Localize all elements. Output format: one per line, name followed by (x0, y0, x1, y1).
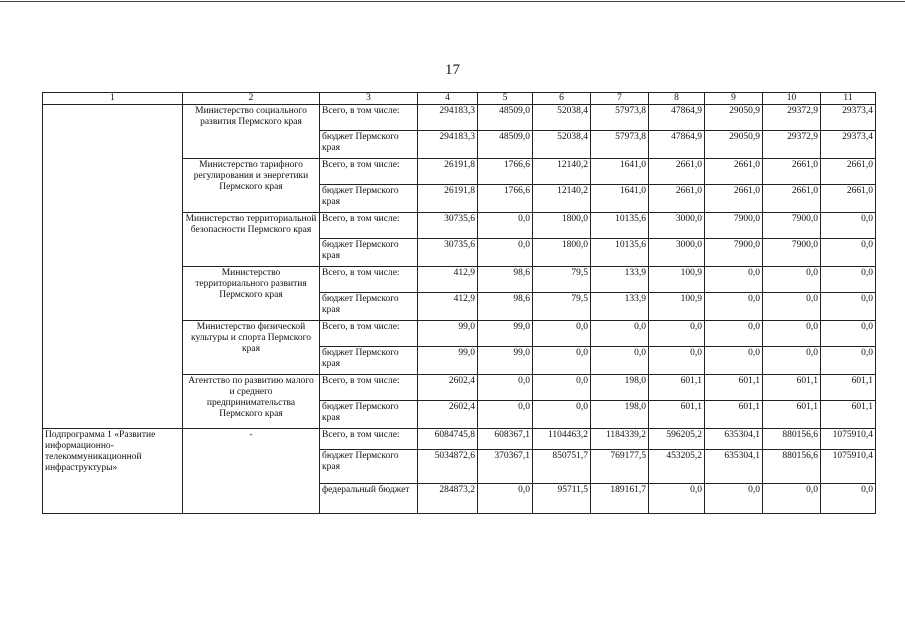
amount-cell: 26191,8 (418, 185, 478, 213)
amount-cell: 98,6 (478, 267, 533, 293)
page-number: 17 (445, 62, 460, 78)
amount-cell: 52038,4 (533, 131, 591, 159)
amount-cell: 12140,2 (533, 185, 591, 213)
column-header: 2 (183, 93, 320, 105)
amount-cell: 0,0 (821, 213, 876, 239)
source-cell: бюджет Пермского края (320, 131, 418, 159)
amount-cell: 0,0 (478, 484, 533, 514)
amount-cell: 10135,6 (591, 239, 649, 267)
amount-cell: 0,0 (649, 321, 705, 347)
executor-cell: Министерство тарифного регулирования и энергетики Пермского края (183, 159, 320, 213)
amount-cell: 29372,9 (763, 105, 821, 131)
amount-cell: 608367,1 (478, 429, 533, 450)
amount-cell: 294183,3 (418, 131, 478, 159)
amount-cell: 453205,2 (649, 450, 705, 484)
amount-cell: 1766,6 (478, 159, 533, 185)
amount-cell: 0,0 (649, 347, 705, 375)
program-cell-empty (43, 105, 183, 429)
amount-cell: 52038,4 (533, 105, 591, 131)
amount-cell: 57973,8 (591, 131, 649, 159)
source-cell: Всего, в том числе: (320, 321, 418, 347)
amount-cell: 48509,0 (478, 105, 533, 131)
amount-cell: 2602,4 (418, 375, 478, 401)
amount-cell: 10135,6 (591, 213, 649, 239)
amount-cell: 1800,0 (533, 239, 591, 267)
amount-cell: 2661,0 (649, 185, 705, 213)
amount-cell: 0,0 (478, 375, 533, 401)
executor-cell: Министерство территориального развития Пермского края (183, 267, 320, 321)
amount-cell: 0,0 (705, 484, 763, 514)
amount-cell: 1641,0 (591, 159, 649, 185)
amount-cell: 2661,0 (821, 159, 876, 185)
amount-cell: 0,0 (478, 401, 533, 429)
amount-cell: 601,1 (821, 401, 876, 429)
amount-cell: 0,0 (763, 484, 821, 514)
amount-cell: 635304,1 (705, 450, 763, 484)
column-header: 11 (821, 93, 876, 105)
column-header: 7 (591, 93, 649, 105)
amount-cell: 0,0 (478, 213, 533, 239)
amount-cell: 99,0 (478, 321, 533, 347)
amount-cell: 29050,9 (705, 131, 763, 159)
amount-cell: 2602,4 (418, 401, 478, 429)
amount-cell: 1641,0 (591, 185, 649, 213)
amount-cell: 1766,6 (478, 185, 533, 213)
source-cell: Всего, в том числе: (320, 105, 418, 131)
amount-cell: 769177,5 (591, 450, 649, 484)
amount-cell: 198,0 (591, 375, 649, 401)
amount-cell: 99,0 (418, 321, 478, 347)
column-header: 3 (320, 93, 418, 105)
source-cell: бюджет Пермского края (320, 347, 418, 375)
amount-cell: 0,0 (649, 484, 705, 514)
amount-cell: 601,1 (763, 401, 821, 429)
amount-cell: 284873,2 (418, 484, 478, 514)
amount-cell: 47864,9 (649, 105, 705, 131)
table-row (43, 105, 876, 131)
amount-cell: 2661,0 (821, 185, 876, 213)
amount-cell: 5034872,6 (418, 450, 478, 484)
executor-cell: Министерство территориальной безопасности Пермского края (183, 213, 320, 267)
amount-cell: 29372,9 (763, 131, 821, 159)
amount-cell: 7900,0 (763, 213, 821, 239)
source-cell: бюджет Пермского края (320, 239, 418, 267)
amount-cell: 2661,0 (705, 185, 763, 213)
amount-cell: 12140,2 (533, 159, 591, 185)
amount-cell: 0,0 (821, 484, 876, 514)
column-header: 5 (478, 93, 533, 105)
executor-cell: Министерство физической культуры и спорта Пермского края (183, 321, 320, 375)
amount-cell: 601,1 (763, 375, 821, 401)
amount-cell: 0,0 (821, 321, 876, 347)
subprogram-cell: Подпрограмма 1 «Развитие информационно-телекоммуникационной инфраструктуры» (43, 429, 183, 514)
header-row (43, 93, 876, 105)
amount-cell: 601,1 (705, 401, 763, 429)
amount-cell: 0,0 (591, 321, 649, 347)
amount-cell: 0,0 (591, 347, 649, 375)
amount-cell: 133,9 (591, 267, 649, 293)
amount-cell: 601,1 (649, 375, 705, 401)
amount-cell: 0,0 (705, 321, 763, 347)
amount-cell: 0,0 (533, 347, 591, 375)
amount-cell: 29373,4 (821, 131, 876, 159)
amount-cell: 596205,2 (649, 429, 705, 450)
amount-cell: 99,0 (418, 347, 478, 375)
source-cell: Всего, в том числе: (320, 267, 418, 293)
amount-cell: 26191,8 (418, 159, 478, 185)
amount-cell: 0,0 (533, 401, 591, 429)
amount-cell: 95711,5 (533, 484, 591, 514)
column-header: 1 (43, 93, 183, 105)
column-header: 8 (649, 93, 705, 105)
amount-cell: 0,0 (763, 347, 821, 375)
amount-cell: 1075910,4 (821, 429, 876, 450)
amount-cell: 2661,0 (705, 159, 763, 185)
amount-cell: 3000,0 (649, 213, 705, 239)
amount-cell: 0,0 (763, 321, 821, 347)
amount-cell: 601,1 (821, 375, 876, 401)
source-cell: Всего, в том числе: (320, 159, 418, 185)
source-cell: федеральный бюджет (320, 484, 418, 514)
source-cell: Всего, в том числе: (320, 429, 418, 450)
column-header: 10 (763, 93, 821, 105)
amount-cell: 850751,7 (533, 450, 591, 484)
amount-cell: 2661,0 (763, 185, 821, 213)
amount-cell: 0,0 (821, 347, 876, 375)
source-cell: бюджет Пермского края (320, 293, 418, 321)
source-cell: Всего, в том числе: (320, 375, 418, 401)
amount-cell: 198,0 (591, 401, 649, 429)
source-cell: бюджет Пермского края (320, 450, 418, 484)
amount-cell: 7900,0 (705, 213, 763, 239)
amount-cell: 0,0 (763, 293, 821, 321)
amount-cell: 1184339,2 (591, 429, 649, 450)
column-header: 9 (705, 93, 763, 105)
amount-cell: 0,0 (821, 239, 876, 267)
table-row (43, 429, 876, 450)
amount-cell: 29373,4 (821, 105, 876, 131)
executor-cell: Министерство социального развития Пермского края (183, 105, 320, 159)
amount-cell: 47864,9 (649, 131, 705, 159)
amount-cell: 880156,6 (763, 429, 821, 450)
amount-cell: 880156,6 (763, 450, 821, 484)
amount-cell: 189161,7 (591, 484, 649, 514)
amount-cell: 7900,0 (763, 239, 821, 267)
amount-cell: 0,0 (821, 267, 876, 293)
amount-cell: 99,0 (478, 347, 533, 375)
amount-cell: 2661,0 (763, 159, 821, 185)
column-header: 4 (418, 93, 478, 105)
executor-cell: - (183, 429, 320, 514)
amount-cell: 48509,0 (478, 131, 533, 159)
column-header: 6 (533, 93, 591, 105)
executor-cell: Агентство по развитию малого и среднего предпринимательства Пермского края (183, 375, 320, 429)
amount-cell: 7900,0 (705, 239, 763, 267)
amount-cell: 98,6 (478, 293, 533, 321)
amount-cell: 2661,0 (649, 159, 705, 185)
source-cell: Всего, в том числе: (320, 213, 418, 239)
amount-cell: 79,5 (533, 267, 591, 293)
amount-cell: 30735,6 (418, 239, 478, 267)
amount-cell: 79,5 (533, 293, 591, 321)
amount-cell: 100,9 (649, 293, 705, 321)
amount-cell: 57973,8 (591, 105, 649, 131)
amount-cell: 3000,0 (649, 239, 705, 267)
amount-cell: 133,9 (591, 293, 649, 321)
amount-cell: 0,0 (478, 239, 533, 267)
amount-cell: 601,1 (649, 401, 705, 429)
amount-cell: 0,0 (533, 375, 591, 401)
amount-cell: 29050,9 (705, 105, 763, 131)
amount-cell: 30735,6 (418, 213, 478, 239)
amount-cell: 1800,0 (533, 213, 591, 239)
amount-cell: 6084745,8 (418, 429, 478, 450)
amount-cell: 0,0 (533, 321, 591, 347)
amount-cell: 0,0 (763, 267, 821, 293)
amount-cell: 1075910,4 (821, 450, 876, 484)
amount-cell: 0,0 (821, 293, 876, 321)
amount-cell: 370367,1 (478, 450, 533, 484)
amount-cell: 412,9 (418, 267, 478, 293)
source-cell: бюджет Пермского края (320, 401, 418, 429)
amount-cell: 100,9 (649, 267, 705, 293)
amount-cell: 0,0 (705, 293, 763, 321)
amount-cell: 412,9 (418, 293, 478, 321)
source-cell: бюджет Пермского края (320, 185, 418, 213)
amount-cell: 1104463,2 (533, 429, 591, 450)
amount-cell: 294183,3 (418, 105, 478, 131)
amount-cell: 0,0 (705, 267, 763, 293)
amount-cell: 601,1 (705, 375, 763, 401)
amount-cell: 0,0 (705, 347, 763, 375)
top-rule (0, 1, 905, 2)
budget-table (42, 92, 876, 514)
amount-cell: 635304,1 (705, 429, 763, 450)
